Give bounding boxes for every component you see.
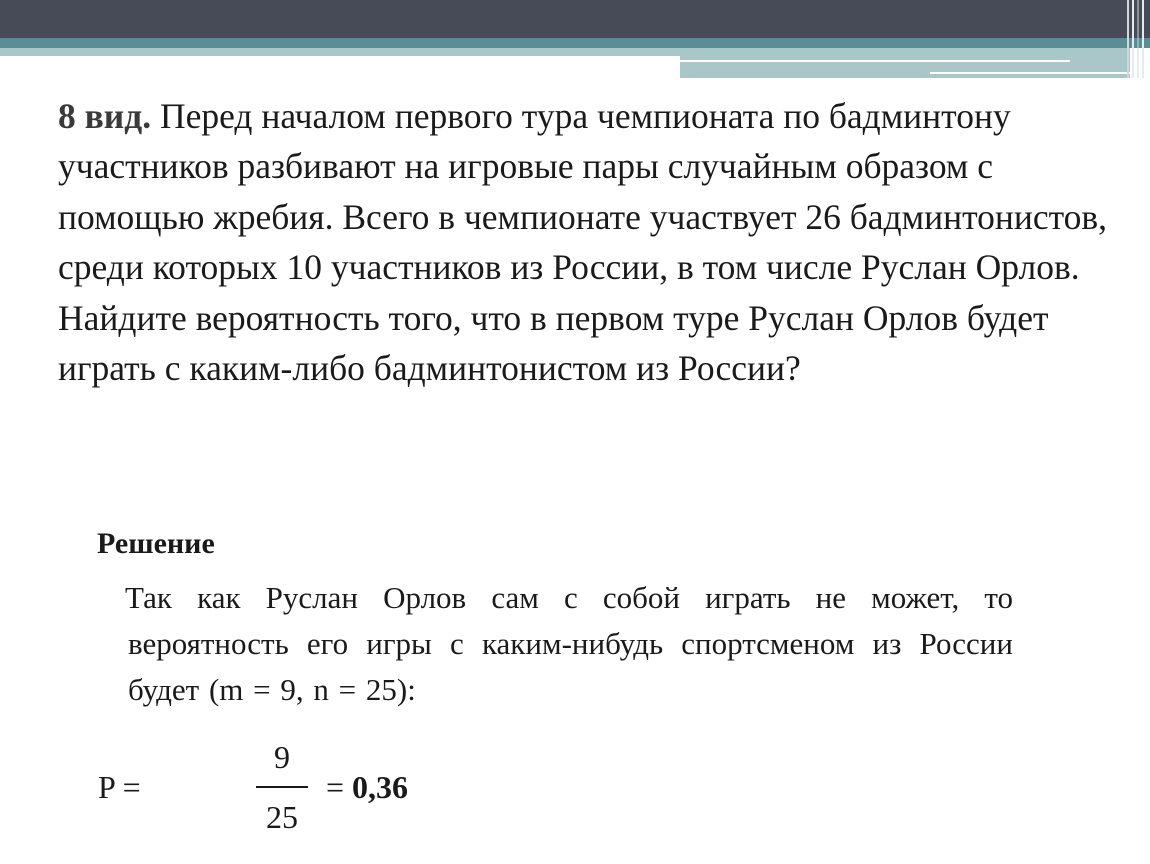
probability-formula <box>98 737 418 837</box>
corner-rules-decoration <box>1124 0 1150 78</box>
header-band-dark <box>0 0 1150 38</box>
problem-statement <box>58 91 1118 393</box>
formula-fraction <box>254 737 310 837</box>
header-rule-line-short <box>930 72 1130 74</box>
formula-numerator: 9 <box>274 739 290 775</box>
header-band-teal <box>0 38 1150 48</box>
problem-number: 8 вид. <box>58 96 152 136</box>
formula-result: 0,36 <box>352 769 409 805</box>
formula-rhs <box>326 769 408 806</box>
header-rule-line <box>680 60 1070 62</box>
problem-text: Перед началом первого тура чемпионата по бадминтону участников разбивают на игровые пары случайным образом с помощью жребия. Всего в чемпионате участвует 26 бадминтонистов, среди которых 10 участников из России, в том числе Руслан Орлов. Найдите вероятность того, что в первом туре Руслан Орлов будет играть с каким-либо бадминтонистом из России? <box>58 96 1108 389</box>
formula-lhs: P = <box>98 769 141 805</box>
solution-text: Так как Руслан Орлов сам с собой играть не может, то вероятность его игры с каким-нибудь спортсменом из России будет (m = 9, n = 25): <box>125 580 1013 707</box>
header-band-light-left <box>0 48 680 56</box>
solution-title: Решение <box>97 527 215 560</box>
formula-equals: = <box>326 769 345 805</box>
fraction-bar <box>256 786 308 788</box>
formula-denominator: 25 <box>266 799 298 835</box>
